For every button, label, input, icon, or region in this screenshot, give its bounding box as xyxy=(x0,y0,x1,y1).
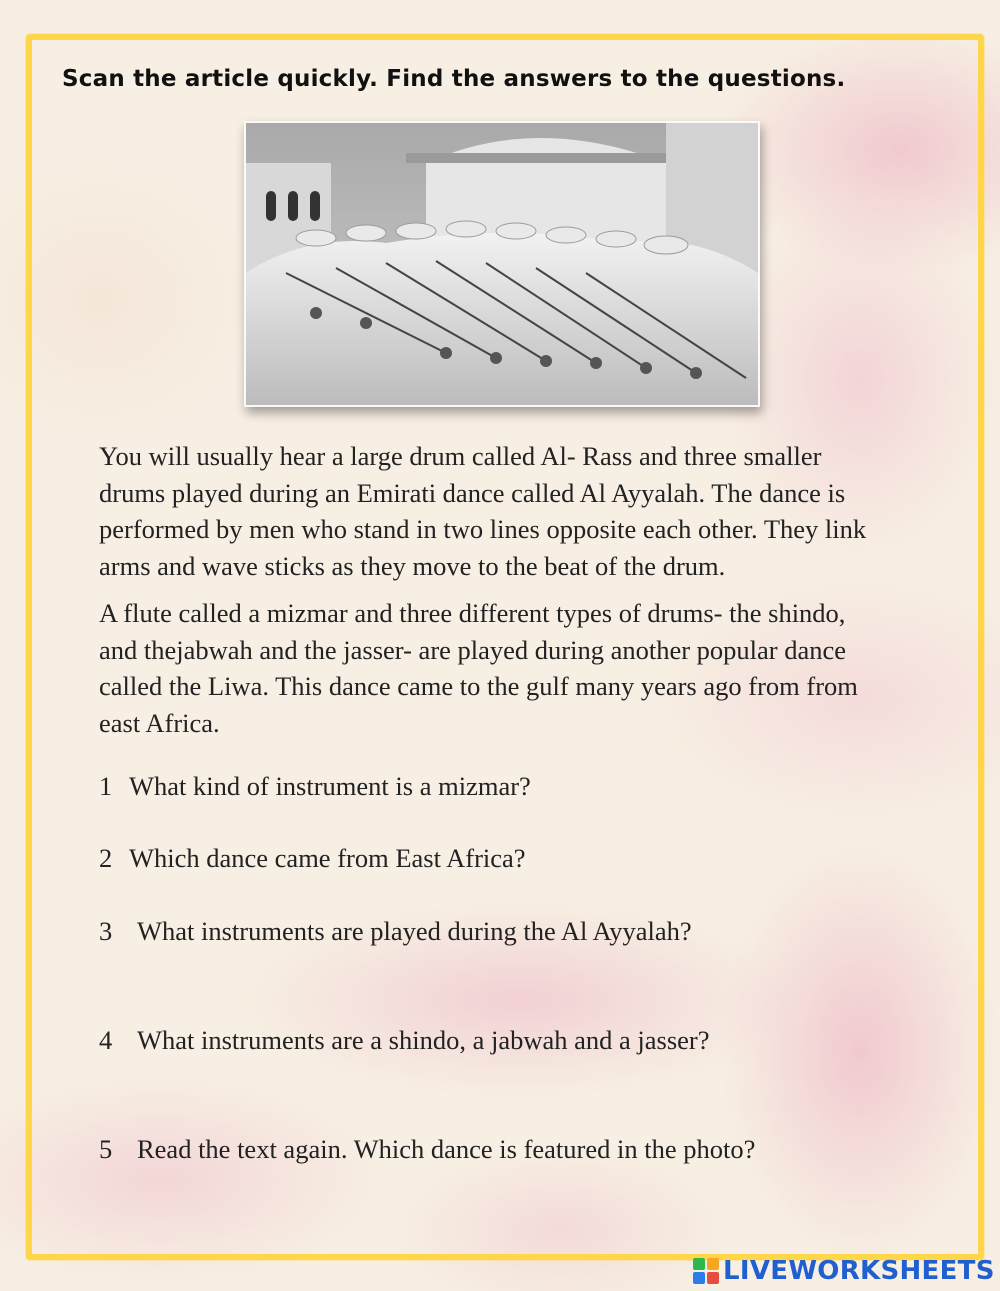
brand-name: LIVEWORKSHEETS xyxy=(723,1256,995,1286)
paragraph-line: and thejabwah and the jasser- are played during another popular dance xyxy=(99,634,847,665)
question-3 xyxy=(99,915,959,947)
question-text: What instruments are a shindo, a jabwah and a jasser? xyxy=(137,1025,710,1055)
liveworksheets-logo xyxy=(693,1254,995,1288)
question-number: 2 xyxy=(99,843,113,873)
paragraph-line: arms and wave sticks as they move to the beat of the drum. xyxy=(99,550,726,581)
dancers-photo xyxy=(244,121,760,407)
instruction-heading: Scan the article quickly. Find the answers to the questions. xyxy=(62,66,846,92)
question-number: 4 xyxy=(99,1025,113,1055)
paragraph-line: drums played during an Emirati dance called Al Ayyalah. The dance is xyxy=(99,477,846,508)
paragraph-line: You will usually hear a large drum called Al- Rass and three smaller xyxy=(99,441,822,471)
paragraph-line: performed by men who stand in two lines opposite each other. They link xyxy=(99,514,867,544)
liveworksheets-mark-icon xyxy=(693,1258,719,1284)
paragraph-1 xyxy=(99,438,959,584)
question-5 xyxy=(99,1133,959,1165)
question-number: 3 xyxy=(99,916,113,946)
question-text: Which dance came from East Africa? xyxy=(129,843,526,873)
paragraph-line: east Africa. xyxy=(99,707,220,738)
question-4 xyxy=(99,1024,959,1056)
paragraph-2 xyxy=(99,595,959,741)
question-text: Read the text again. Which dance is featured in the photo? xyxy=(137,1134,756,1164)
question-number: 1 xyxy=(99,771,113,801)
question-number: 5 xyxy=(99,1134,113,1164)
paragraph-line: called the Liwa. This dance came to the gulf many years ago from from xyxy=(99,671,858,701)
paragraph-line: A flute called a mizmar and three different types of drums- the shindo, xyxy=(99,598,846,628)
question-1 xyxy=(99,770,959,802)
question-2 xyxy=(99,842,959,874)
question-text: What kind of instrument is a mizmar? xyxy=(129,771,531,801)
question-text: What instruments are played during the Al Ayyalah? xyxy=(137,916,692,946)
